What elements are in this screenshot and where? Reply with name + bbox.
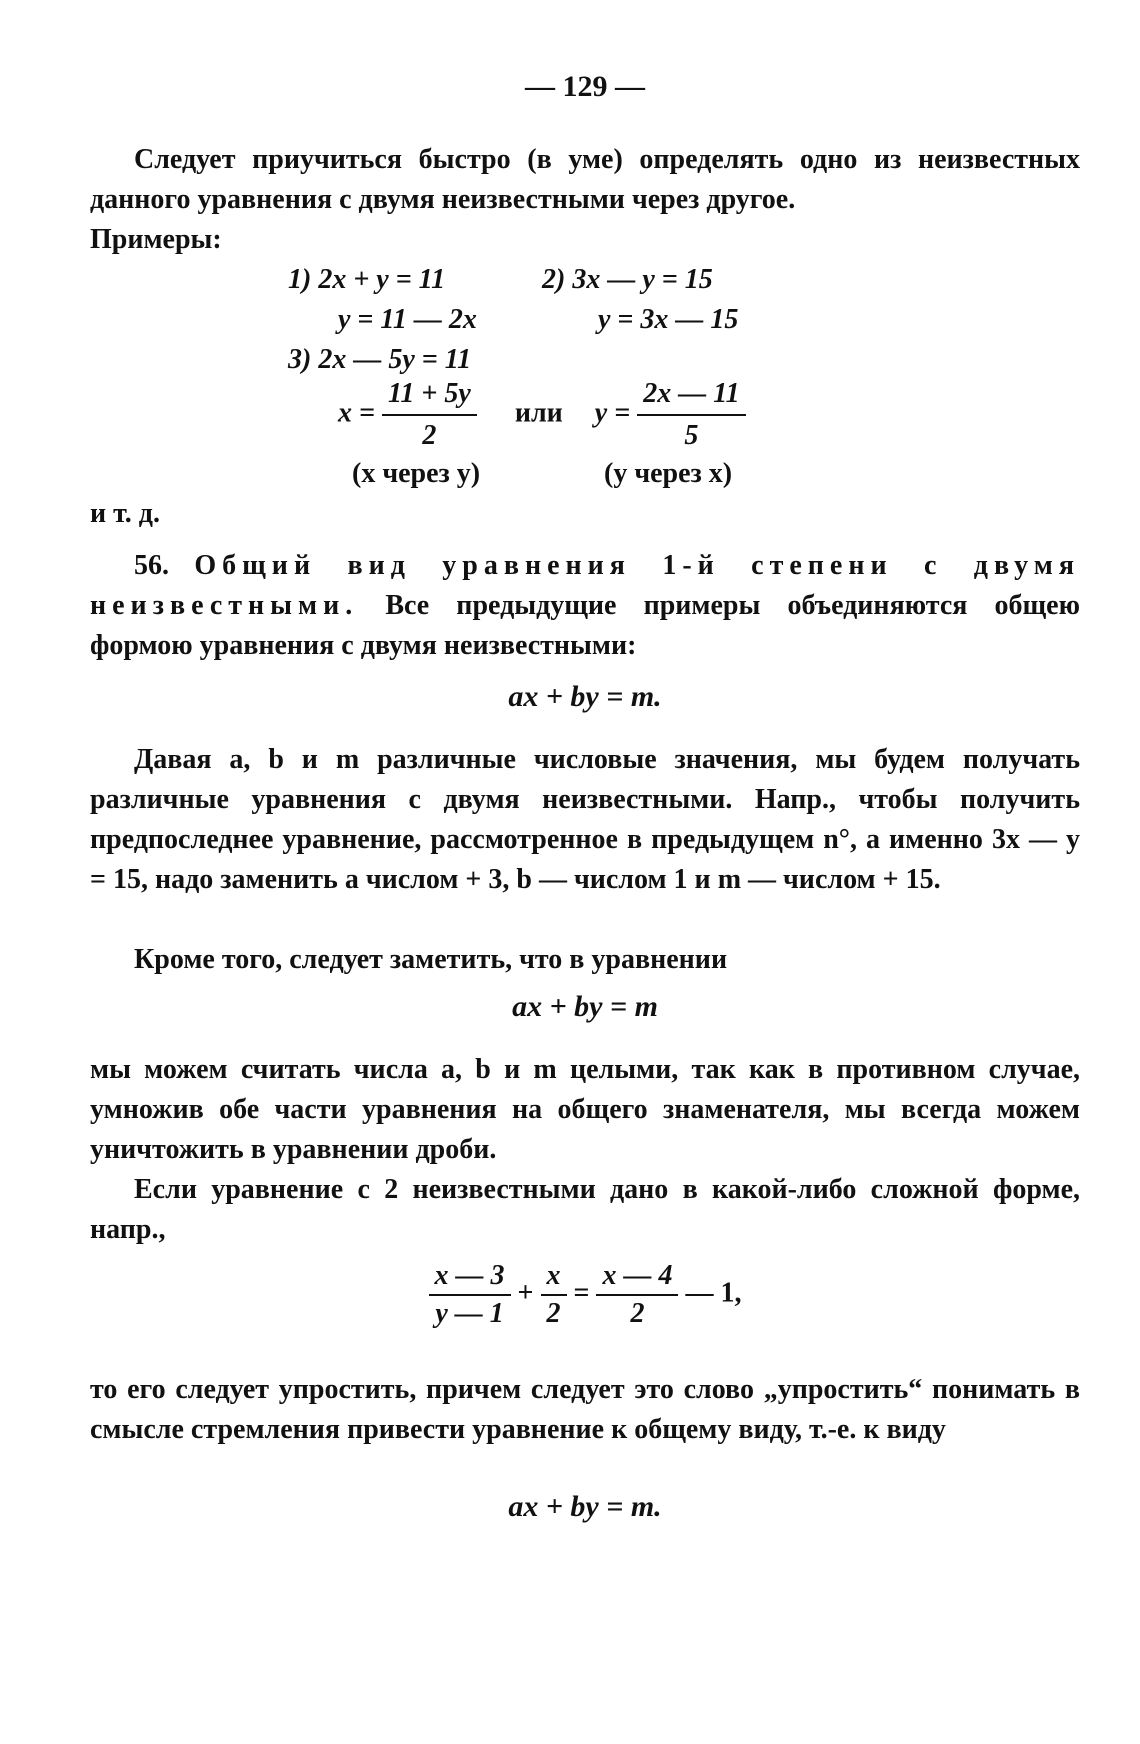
ex3-or: или [514, 397, 563, 429]
ex3-x-numerator: 11 + 5y [382, 376, 477, 416]
ex3-y-numerator: 2x — 11 [637, 376, 745, 416]
values-paragraph: Давая a, b и m различные числовые значения, мы будем получать различные уравнения с двумя неизвестными. Напр., чтобы получить предпоследнее уравнение, рассмотренное в предыдущем n°, а именно 3x — y = 15, надо заменить a числом + 3, b — числом 1 и m — числом + 15. [90, 744, 1080, 895]
intro-text: Следует приучиться быстро (в уме) определять одно из неизвестных данного уравнения с двумя неизвестными через другое. [90, 144, 1080, 215]
general-equation: ax + by = m. [508, 680, 662, 713]
example-1-line-2: y = 11 — 2x [338, 304, 477, 335]
complex-equation [90, 1260, 1080, 1330]
complex-form-paragraph: Если уравнение с 2 неизвестными дано в какой-либо сложной форме, напр., [90, 1174, 1080, 1245]
example-2-line-1: 2) 3x — y = 15 [542, 264, 713, 295]
complex-fraction-3-den: 2 [630, 1298, 645, 1329]
ex3-note-x: (x через y) [352, 458, 481, 489]
complex-plus: + [517, 1277, 534, 1309]
complex-fraction-1 [429, 1260, 511, 1330]
complex-fraction-2-den: 2 [546, 1298, 561, 1329]
besides-paragraph: Кроме того, следует заметить, что в уравнении [134, 944, 728, 975]
page-number: — 129 — [525, 70, 645, 103]
ex3-x-prefix: x = [338, 397, 375, 429]
section-56-paragraph [90, 546, 1080, 666]
section-56-heading: Общий вид уравнения 1-й степени с двумя неизвестными. [90, 550, 1080, 621]
example-3-line-1: 3) 2x — 5y = 11 [288, 344, 472, 375]
ex3-note-y: (y через x) [604, 458, 733, 489]
complex-fraction-2 [541, 1260, 567, 1330]
example-2-line-2: y = 3x — 15 [598, 304, 739, 335]
ex3-x-denominator: 2 [422, 420, 437, 451]
ex3-x-fraction [382, 376, 477, 454]
ex3-y-prefix: y = [594, 397, 631, 429]
complex-fraction-3-num: x — 4 [596, 1260, 678, 1296]
complex-fraction-2-num: x [541, 1260, 567, 1296]
example-3-solutions [338, 376, 746, 454]
complex-equals: = [573, 1277, 590, 1309]
complex-fraction-1-num: x — 3 [429, 1260, 511, 1296]
section-56-text: Все предыдущие примеры объединяются общею формою уравнения с двумя неизвестными: [90, 590, 1080, 661]
complex-fraction-1-den: y — 1 [435, 1298, 504, 1329]
complex-fraction-3 [596, 1260, 678, 1330]
ex3-y-fraction [637, 376, 745, 454]
example-1-line-1: 1) 2x + y = 11 [288, 264, 446, 295]
book-page [90, 70, 1080, 1690]
complex-tail: — 1, [685, 1277, 742, 1309]
ex3-y-denominator: 5 [684, 420, 699, 451]
general-equation-3: ax + by = m. [508, 1490, 662, 1523]
integers-paragraph: мы можем считать числа a, b и m целыми, так как в противном случае, умножив обе части уравнения на общего знаменателя, мы всегда можем уничтожить в уравнении дроби. [90, 1054, 1080, 1165]
general-equation-2: ax + by = m [512, 990, 658, 1023]
etc-text: и т. д. [90, 498, 160, 529]
examples-label: Примеры: [90, 224, 222, 255]
section-56-number: 56. [134, 550, 169, 581]
simplify-paragraph: то его следует упростить, причем следует это слово „упростить“ понимать в смысле стремления привести уравнение к общему виду, т.-е. к виду [90, 1374, 1080, 1445]
intro-paragraph [90, 140, 1080, 260]
